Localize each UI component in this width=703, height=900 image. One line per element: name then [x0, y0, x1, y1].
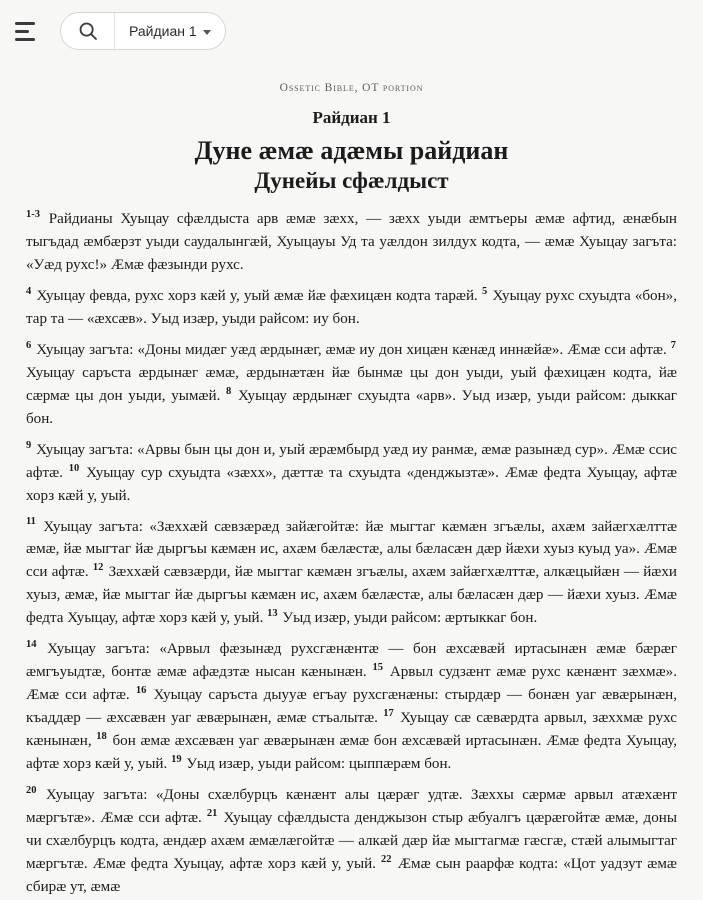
- menu-bar-1: [15, 22, 35, 25]
- verse-paragraph: [26, 439, 677, 508]
- verse-number: 17: [383, 707, 394, 719]
- verse-text: Райдианы Хуыцау сфæлдыста арв æмæ зæхх, — зæхх уыди æмтъеры æмæ афтид, æнæбын тыгъдад æмбæрзт уыди саудалынгæй, Хуыцауы Уд та уæлдон зилдух кодта, — æмæ Хуыцау загъта: «Уæд рухс!» Æмæ фæзынди рухс.: [26, 211, 677, 274]
- verse-text: Хуыцау загъта: «Арвыл фæзынæд рухсгæнæнтæ — бон æхсæвæй иртасынæн æмæ бæрæг æмгъуыдтæ, бонтæ æмæ афæдзтæ нысан кæнынæн.: [26, 641, 677, 681]
- verse-number: 18: [96, 730, 107, 742]
- verse-text: бон æмæ æхсæвæн уаг æвæрынæн æмæ бон æхсæвæй иртасынæн. Æмæ федта Хуыцау, афтæ хорз кæй у, уый.: [26, 732, 677, 772]
- verse-number: 10: [68, 462, 80, 474]
- verse-number: 22: [381, 853, 392, 865]
- verse-text: Хуыцау саръста æрдынæг æмæ, æрдынæтæн йæ бынмæ цы дон уыди, уый фæхицæн кодта, йæ сæрмæ цы дон уыди, уымæй.: [26, 364, 677, 404]
- verse-number: 4: [26, 286, 32, 298]
- source-label: Ossetic Bible, OT portion: [279, 82, 424, 94]
- menu-bar-3: [15, 38, 35, 41]
- verse-paragraph: [26, 638, 677, 776]
- verse-text: Арвыл судзæнт æмæ рухс кæнæнт зæхмæ». Æмæ сси афтæ.: [26, 664, 677, 704]
- verse-number: 5: [482, 286, 488, 298]
- search-button[interactable]: [61, 13, 115, 49]
- verse-text: Хуыцау загъта: «Доны мидæг уæд æрдынæг, æмæ иу дон хицæн кæнæд иннæйæ». Æмæ сси афтæ.: [36, 341, 667, 358]
- verse-text: Хуыцау саръста дыууæ егъау рухсгæнæны: стырдæр — бонæн уаг æвæрынæн, къаддæр — æхсæвæн уаг æвæрынæн, æмæ стъалытæ.: [26, 687, 678, 727]
- verse-text: Уыд изæр, уыди райсом: æртыккаг бон.: [282, 610, 538, 627]
- verse-number: 15: [372, 662, 384, 674]
- verse-text: Хуыцау загъта: «Доны схæлбурцъ кæнæнт алы цæрæг удтæ. Зæххы сæрмæ арвыл атæхæнт мæргътæ». Æмæ сси афтæ.: [26, 786, 677, 826]
- hamburger-menu-icon[interactable]: [12, 14, 46, 48]
- verse-paragraph: [26, 285, 677, 331]
- chapter-selector-label: Райдиан 1: [129, 23, 197, 39]
- verse-number: 1-3: [26, 209, 40, 221]
- verse-text: Æмæ сын раарфæ кодта: «Цот уадзут æмæ сбирæ ут, æмæ: [26, 855, 677, 895]
- document-body: [0, 62, 703, 899]
- search-icon: [78, 21, 98, 41]
- verse-paragraph: [26, 339, 677, 431]
- verse-text: Хуыцау загъта: «Зæххæй сæвзæрæд зайæгойтæ: йæ мыгтаг кæмæн згъæлы, ахæм зайæгхæлттæ æмæ, йæ мыгтаг йæ дыргъы кæмæн ис, ахæм бæлæстæ, алы бæласæн дæр йæхи хуыз куыд уа». Æмæ сси афтæ.: [26, 518, 678, 581]
- verse-number: 12: [92, 562, 104, 574]
- chevron-down-icon: [203, 30, 211, 35]
- chapter-selector[interactable]: [115, 13, 225, 49]
- toolbar-pill-group: [60, 12, 226, 50]
- verse-paragraph: [26, 784, 677, 899]
- chapter-heading: Райдиан 1: [312, 108, 391, 127]
- verse-number: 14: [26, 639, 37, 651]
- menu-bar-2: [15, 30, 29, 33]
- verse-number: 13: [267, 608, 278, 620]
- verse-text: Хуыцау сфæлдыста денджызон стыр æбуалгъ цæрæгойтæ æмæ, доны чи схæлбурцъ кодта, æндæр ахæм æмæлæгойтæ — алкæй дæр йæ мыгтагмæ гæсгæ, стæй алымыгтаг мæргътæ. Æмæ федта Хуыцау, афтæ хорз кæй у, уый.: [26, 809, 677, 872]
- verse-text: Хуыцау сур схуыдта «зæхх», дæттæ та схуыдта «денджызтæ». Æмæ федта Хуыцау, афтæ хорз кæй у, уый.: [26, 464, 677, 504]
- verse-text: Хуыцау февда, рухс хорз кæй у, уый æмæ йæ фæхицæн кодта тарæй.: [36, 288, 478, 305]
- verse-number: 16: [135, 685, 147, 697]
- verse-text: Зæххæй сæвзæрди, йæ мыгтаг кæмæн згъæлы, ахæм зайæгхæлттæ, алкæцыйæн — йæхи хуыз, æмæ, йæ мыгтаг йæ дыргъы кæмæн ис, ахæм бæлæстæ, алы бæласæн дæр — йæхи хуыз. Æмæ федта Хуыцау, афтæ хорз кæй у, уый.: [26, 564, 677, 627]
- verse-number: 7: [670, 339, 676, 351]
- page-subtitle: Дунейы сфæлдыст: [254, 167, 449, 193]
- verse-number: 8: [226, 385, 232, 397]
- verse-number: 6: [26, 339, 32, 351]
- verse-text: Хуыцау сæ сæвæрдта арвыл, зæххмæ рухс кæнынæн,: [26, 710, 677, 749]
- verse-number: 20: [26, 784, 37, 796]
- verse-text: Хуыцау æрдынæг схуыдта «арв». Уыд изæр, уыди райсом: дыккаг бон.: [26, 387, 677, 427]
- verse-number: 11: [26, 516, 36, 528]
- verse-text: Уыд изæр, уыди райсом: цыппæрæм бон.: [186, 755, 452, 772]
- verse-number: 21: [206, 807, 218, 819]
- top-toolbar: [0, 0, 703, 62]
- verse-number: 9: [26, 439, 32, 451]
- page-title: Дуне æмæ адæмы райдиан: [194, 136, 509, 165]
- verse-paragraph: [26, 516, 677, 631]
- verse-text: Хуыцау рухс схуыдта «бон», тар та — «æхсæв». Уыд изæр, уыди райсом: иу бон.: [26, 288, 678, 328]
- verse-paragraph: [26, 208, 677, 277]
- verse-number: 19: [171, 753, 182, 765]
- verse-text: Хуыцау загъта: «Арвы бын цы дон и, уый æрæмбырд уæд иу ранмæ, æмæ разынæд сур». Æмæ ссис афтæ.: [26, 441, 677, 481]
